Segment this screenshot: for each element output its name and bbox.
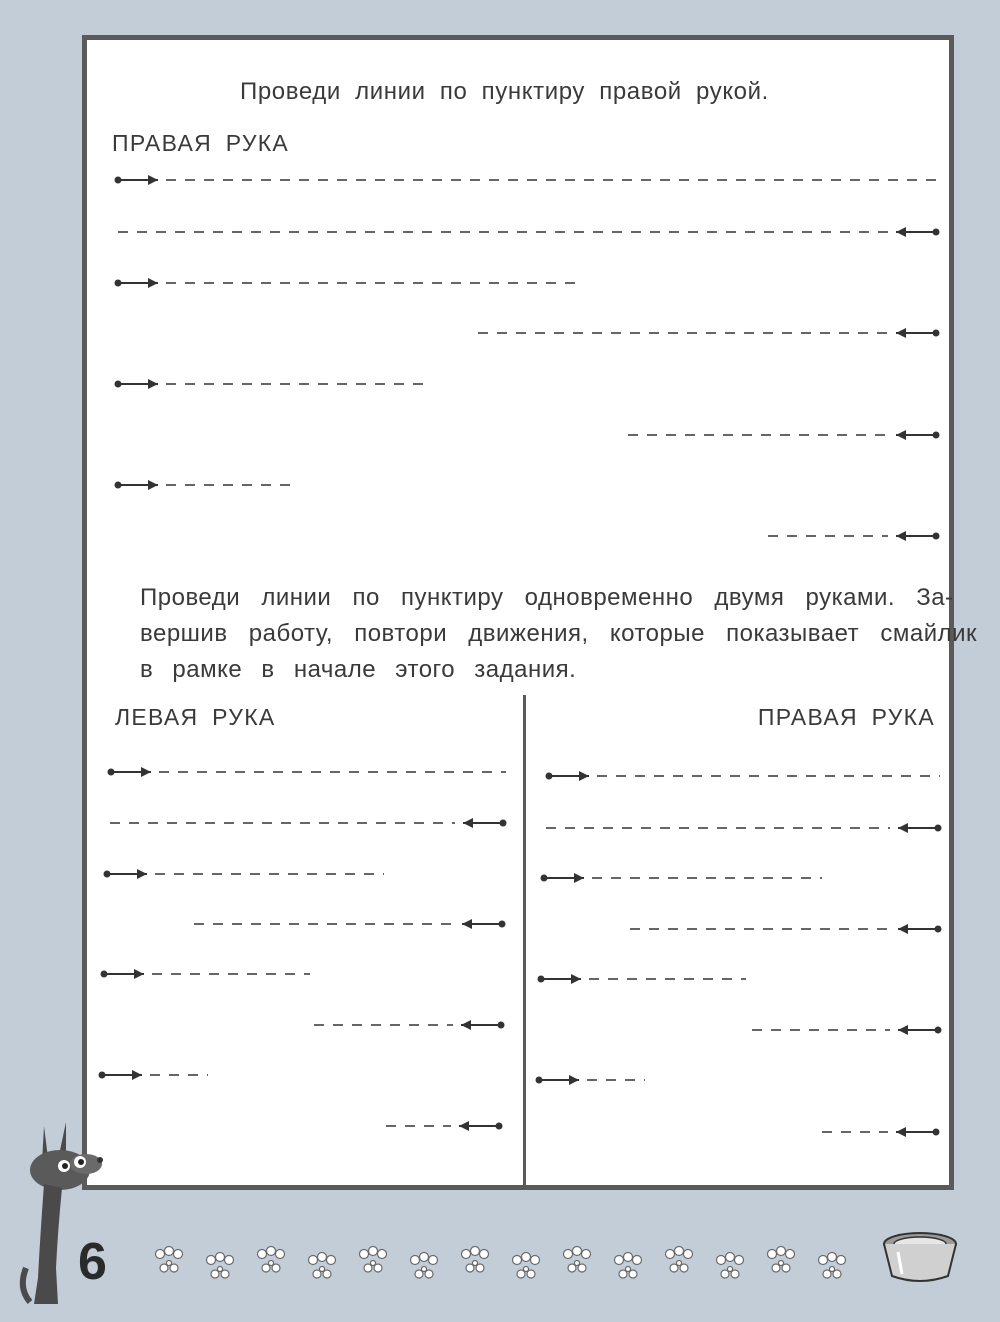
tracing-line[interactable] xyxy=(822,1127,940,1137)
label-right-hand-bottom: ПРАВАЯ РУКА xyxy=(757,704,935,730)
paw-print-icon xyxy=(254,1244,288,1278)
page-number: 6 xyxy=(78,1233,107,1291)
paw-print-icon xyxy=(815,1250,849,1284)
tracing-line[interactable] xyxy=(99,1070,209,1080)
paw-print-icon xyxy=(152,1244,186,1278)
paw-print-icon xyxy=(713,1250,747,1284)
tracing-line[interactable] xyxy=(386,1121,503,1131)
tracing-line[interactable] xyxy=(104,869,385,879)
arrow-head xyxy=(571,974,581,984)
arrow-head xyxy=(461,1020,471,1030)
instruction-line-1: Проведи линии по пунктиру одновременно двумя руками. За- xyxy=(140,584,954,611)
arrow-head xyxy=(148,278,158,288)
paw-print-icon xyxy=(458,1244,492,1278)
arrow-head xyxy=(459,1121,469,1131)
arrow-head xyxy=(462,919,472,929)
arrow-head xyxy=(148,175,158,185)
arrow-head xyxy=(134,969,144,979)
tracing-line[interactable] xyxy=(194,919,506,929)
tracing-line[interactable] xyxy=(115,480,291,490)
tracing-line[interactable] xyxy=(630,924,942,934)
arrow-head xyxy=(148,379,158,389)
tracing-line[interactable] xyxy=(115,175,939,185)
arrow-head xyxy=(569,1075,579,1085)
arrow-head xyxy=(896,430,906,440)
paw-print-icon xyxy=(203,1250,237,1284)
tracing-line[interactable] xyxy=(752,1025,942,1035)
label-right-hand-top: ПРАВАЯ РУКА xyxy=(112,130,290,156)
paw-print-icon xyxy=(764,1244,798,1278)
arrow-head xyxy=(896,1127,906,1137)
tracing-line[interactable] xyxy=(115,379,429,389)
instruction-line-3: в рамке в начале этого задания. xyxy=(140,656,577,683)
tracing-line[interactable] xyxy=(546,823,942,833)
paw-print-icon xyxy=(560,1244,594,1278)
paw-print-icon xyxy=(305,1250,339,1284)
paw-print-icon xyxy=(662,1244,696,1278)
arrow-head xyxy=(137,869,147,879)
tracing-line[interactable] xyxy=(101,969,311,979)
paw-print-icon xyxy=(356,1244,390,1278)
arrow-head xyxy=(132,1070,142,1080)
tracing-line[interactable] xyxy=(538,974,747,984)
instruction-right-hand: Проведи линии по пунктиру правой рукой. xyxy=(240,78,769,105)
tracing-line[interactable] xyxy=(314,1020,505,1030)
arrow-head xyxy=(898,924,908,934)
tracing-line-group[interactable] xyxy=(99,175,942,1137)
arrow-head xyxy=(896,531,906,541)
cat-icon xyxy=(14,1118,104,1308)
arrow-head xyxy=(141,767,151,777)
tracing-line[interactable] xyxy=(628,430,940,440)
tracing-line[interactable] xyxy=(768,531,940,541)
tracing-line[interactable] xyxy=(478,328,940,338)
arrow-head xyxy=(896,328,906,338)
label-left-hand: ЛЕВАЯ РУКА xyxy=(115,704,276,730)
tracing-line[interactable] xyxy=(546,771,941,781)
tracing-line[interactable] xyxy=(110,818,507,828)
paw-print-icon xyxy=(611,1250,645,1284)
arrow-head xyxy=(574,873,584,883)
arrow-head xyxy=(463,818,473,828)
instruction-line-2: вершив работу, повтори движения, которые показывает смайлик xyxy=(140,620,978,647)
arrow-head xyxy=(898,823,908,833)
arrow-head xyxy=(898,1025,908,1035)
paw-print-icon xyxy=(407,1250,441,1284)
tracing-line[interactable] xyxy=(118,227,940,237)
arrow-head xyxy=(579,771,589,781)
tracing-line[interactable] xyxy=(115,278,579,288)
bowl-icon xyxy=(878,1230,968,1290)
tracing-line[interactable] xyxy=(536,1075,646,1085)
paw-print-icon xyxy=(509,1250,543,1284)
arrow-head xyxy=(148,480,158,490)
tracing-line[interactable] xyxy=(541,873,823,883)
arrow-head xyxy=(896,227,906,237)
tracing-line[interactable] xyxy=(108,767,507,777)
